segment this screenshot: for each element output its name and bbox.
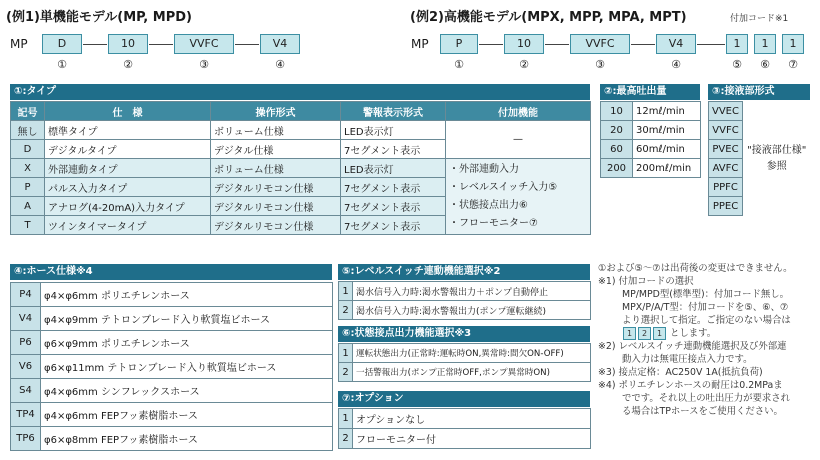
code-box: 1 — [623, 327, 636, 340]
wetted-note-line: "接液部仕様" — [747, 144, 807, 156]
type-operation: デジタルリモコン仕様 — [211, 216, 341, 235]
note-line: ※1) 付加コードの選択 — [598, 276, 694, 287]
option-title: ⑦:オプション — [338, 391, 590, 407]
type-alarm: 7セグメント表示 — [341, 140, 446, 159]
type-alarm: 7セグメント表示 — [341, 216, 446, 235]
type-operation: デジタルリモコン仕様 — [211, 178, 341, 197]
example2-box-hose: V4 — [656, 34, 696, 54]
discharge-value: 60mℓ/min — [633, 140, 701, 159]
note-line — [598, 327, 793, 340]
type-code: P — [11, 178, 45, 197]
note-line: ①および⑤〜⑦は出荷後の変更はできません。 — [598, 263, 793, 274]
header-function: 付加機能 — [446, 102, 591, 121]
table-row — [11, 307, 333, 331]
level-code: 1 — [339, 282, 353, 301]
table-row — [11, 283, 333, 307]
hose-spec: φ6×φ8mm FEPフッ素樹脂ホース — [41, 427, 333, 451]
dash — [479, 44, 503, 45]
table-row — [339, 363, 591, 382]
table-row — [11, 379, 333, 403]
hose-code: S4 — [11, 379, 41, 403]
note-line: 動入力は無電圧接点入力です。 — [622, 354, 753, 365]
example2-box-wetted: VVFC — [570, 34, 630, 54]
example2-num: ⑤ — [732, 58, 742, 71]
note-tail: とします。 — [669, 328, 717, 339]
example2-num: ⑦ — [788, 58, 798, 71]
note-line: MP/MPD型(標準型)：付加コード無し。 — [622, 289, 790, 300]
type-operation: デジタル仕様 — [211, 140, 341, 159]
example2-box-contact: 1 — [754, 34, 776, 54]
level-spec: 渇水信号入力時:渇水警報出力(ポンプ運転継続) — [353, 301, 591, 320]
discharge-table — [600, 101, 701, 178]
example1-num: ③ — [199, 58, 209, 71]
dash — [545, 44, 569, 45]
header-code: 記号 — [11, 102, 45, 121]
example1-box-type: D — [42, 34, 82, 54]
hose-table — [10, 282, 333, 451]
level-code: 2 — [339, 301, 353, 320]
discharge-code: 200 — [601, 159, 633, 178]
note-line: ※2) レベルスイッチ連動機能選択及び外部連 — [598, 341, 787, 352]
type-code: D — [11, 140, 45, 159]
dash — [631, 44, 655, 45]
type-spec: 外部連動タイプ — [45, 159, 211, 178]
hose-code: V4 — [11, 307, 41, 331]
contact-code: 2 — [339, 363, 353, 382]
discharge-code: 10 — [601, 102, 633, 121]
hose-title: ④:ホース仕様※4 — [10, 264, 332, 280]
function-item: ・外部連動入力 — [449, 163, 519, 175]
hose-code: P4 — [11, 283, 41, 307]
example2-box-type: P — [440, 34, 478, 54]
example2-prefix: MP — [411, 37, 429, 51]
option-spec: オプションなし — [353, 409, 591, 429]
dash — [235, 44, 259, 45]
example2-title: (例2)高機能モデル(MPX, MPP, MPA, MPT) — [410, 10, 687, 25]
note-line: より選択して指定。ご指定のない場合は — [622, 315, 791, 326]
function-item: ・状態接点出力⑥ — [449, 199, 528, 211]
type-code: 無し — [11, 121, 45, 140]
dash — [697, 44, 725, 45]
example2-num: ④ — [671, 58, 681, 71]
code-box: 2 — [638, 327, 651, 340]
table-row — [11, 159, 591, 178]
example2-num: ③ — [595, 58, 605, 71]
table-row — [709, 102, 811, 121]
function-item: ・フローモニター⑦ — [449, 217, 538, 229]
type-table-title: ①:タイプ — [10, 84, 590, 100]
header-spec: 仕 様 — [45, 102, 211, 121]
table-row — [339, 301, 591, 320]
header-operation: 操作形式 — [211, 102, 341, 121]
table-row — [11, 355, 333, 379]
table-row — [601, 121, 701, 140]
note-line: る場合はTPホースをご使用ください。 — [622, 406, 783, 417]
wetted-code: PPFC — [709, 178, 743, 197]
hose-code: TP4 — [11, 403, 41, 427]
option-code: 2 — [339, 429, 353, 449]
discharge-value: 30mℓ/min — [633, 121, 701, 140]
wetted-code: VVEC — [709, 102, 743, 121]
type-alarm: 7セグメント表示 — [341, 197, 446, 216]
table-row — [339, 429, 591, 449]
example1-title: (例1)単機能モデル(MP, MPD) — [6, 10, 192, 25]
contact-title: ⑥:状態接点出力機能選択※3 — [338, 326, 590, 342]
wetted-code: VVFC — [709, 121, 743, 140]
table-row — [339, 344, 591, 363]
table-row — [601, 140, 701, 159]
hose-spec: φ6×φ11mm テトロンブレード入り軟質塩ビホース — [41, 355, 333, 379]
example1-box-wetted: VVFC — [174, 34, 234, 54]
dash — [149, 44, 173, 45]
hose-spec: φ4×φ6mm シンフレックスホース — [41, 379, 333, 403]
wetted-code: AVFC — [709, 159, 743, 178]
option-spec: フローモニター付 — [353, 429, 591, 449]
table-row — [11, 331, 333, 355]
type-spec: デジタルタイプ — [45, 140, 211, 159]
type-spec: ツインタイマータイプ — [45, 216, 211, 235]
contact-spec: 一括警報出力(ポンプ正常時OFF,ポンプ異常時ON) — [353, 363, 591, 382]
example2-code-label: 付加コード※1 — [730, 14, 789, 24]
type-table-header — [11, 102, 591, 121]
type-spec: パルス入力タイプ — [45, 178, 211, 197]
level-table — [338, 281, 591, 320]
option-table — [338, 408, 591, 449]
note-line: MPX/P/A/T型：付加コードを⑤、⑥、⑦ — [622, 302, 789, 313]
wetted-note — [743, 102, 811, 216]
discharge-value: 12mℓ/min — [633, 102, 701, 121]
example1-prefix: MP — [10, 37, 28, 51]
type-operation: デジタルリモコン仕様 — [211, 197, 341, 216]
discharge-code: 60 — [601, 140, 633, 159]
option-code: 1 — [339, 409, 353, 429]
type-operation: ボリューム仕様 — [211, 121, 341, 140]
wetted-note-line: 参照 — [766, 160, 787, 172]
level-title: ⑤:レベルスイッチ連動機能選択※2 — [338, 264, 590, 280]
type-code: X — [11, 159, 45, 178]
example1-num: ② — [123, 58, 133, 71]
wetted-code: PPEC — [709, 197, 743, 216]
dash — [83, 44, 107, 45]
wetted-code: PVEC — [709, 140, 743, 159]
note-line: ※4) ポリエチレンホースの耐圧は0.2MPaま — [598, 380, 783, 391]
type-alarm: 7セグメント表示 — [341, 178, 446, 197]
table-row — [11, 121, 591, 140]
table-row — [339, 282, 591, 301]
table-row — [601, 159, 701, 178]
example2-num: ② — [519, 58, 529, 71]
hose-code: P6 — [11, 331, 41, 355]
notes — [598, 262, 793, 418]
note-line: ※3) 接点定格：AC250V 1A(抵抗負荷) — [598, 367, 763, 378]
type-code: T — [11, 216, 45, 235]
example2-box-discharge: 10 — [504, 34, 544, 54]
type-spec: 標準タイプ — [45, 121, 211, 140]
type-code: A — [11, 197, 45, 216]
type-function-none: — — [446, 121, 591, 159]
type-operation: ボリューム仕様 — [211, 159, 341, 178]
hose-spec: φ4×φ9mm テトロンブレード入り軟質塩ビホース — [41, 307, 333, 331]
wetted-table — [708, 101, 811, 216]
table-row — [339, 409, 591, 429]
example1-box-hose: V4 — [260, 34, 300, 54]
hose-code: V6 — [11, 355, 41, 379]
hose-spec: φ4×φ6mm FEPフッ素樹脂ホース — [41, 403, 333, 427]
type-alarm: LED表示灯 — [341, 121, 446, 140]
contact-table — [338, 343, 591, 382]
level-spec: 渇水信号入力時:渇水警報出力＋ポンプ自動停止 — [353, 282, 591, 301]
code-box: 1 — [653, 327, 666, 340]
contact-spec: 運転状態出力(正常時:運転時ON,異常時:間欠ON-OFF) — [353, 344, 591, 363]
type-function-list — [446, 159, 591, 235]
table-row — [11, 403, 333, 427]
note-line: でです。それ以上の吐出圧力が要求され — [622, 393, 791, 404]
table-row — [11, 427, 333, 451]
discharge-code: 20 — [601, 121, 633, 140]
type-table — [10, 101, 591, 235]
type-spec: アナログ(4-20mA)入力タイプ — [45, 197, 211, 216]
hose-spec: φ6×φ9mm ポリエチレンホース — [41, 331, 333, 355]
example1-num: ④ — [275, 58, 285, 71]
header-alarm: 警報表示形式 — [341, 102, 446, 121]
type-alarm: LED表示灯 — [341, 159, 446, 178]
function-item: ・レベルスイッチ入力⑤ — [449, 181, 558, 193]
example2-num: ① — [454, 58, 464, 71]
discharge-title: ②:最高吐出量 — [600, 84, 700, 100]
table-row — [601, 102, 701, 121]
hose-spec: φ4×φ6mm ポリエチレンホース — [41, 283, 333, 307]
hose-code: TP6 — [11, 427, 41, 451]
example2-box-option: 1 — [782, 34, 804, 54]
discharge-value: 200mℓ/min — [633, 159, 701, 178]
contact-code: 1 — [339, 344, 353, 363]
example1-num: ① — [57, 58, 67, 71]
example2-box-level: 1 — [726, 34, 748, 54]
example2-num: ⑥ — [760, 58, 770, 71]
wetted-title: ③:接液部形式 — [708, 84, 810, 100]
example1-box-discharge: 10 — [108, 34, 148, 54]
